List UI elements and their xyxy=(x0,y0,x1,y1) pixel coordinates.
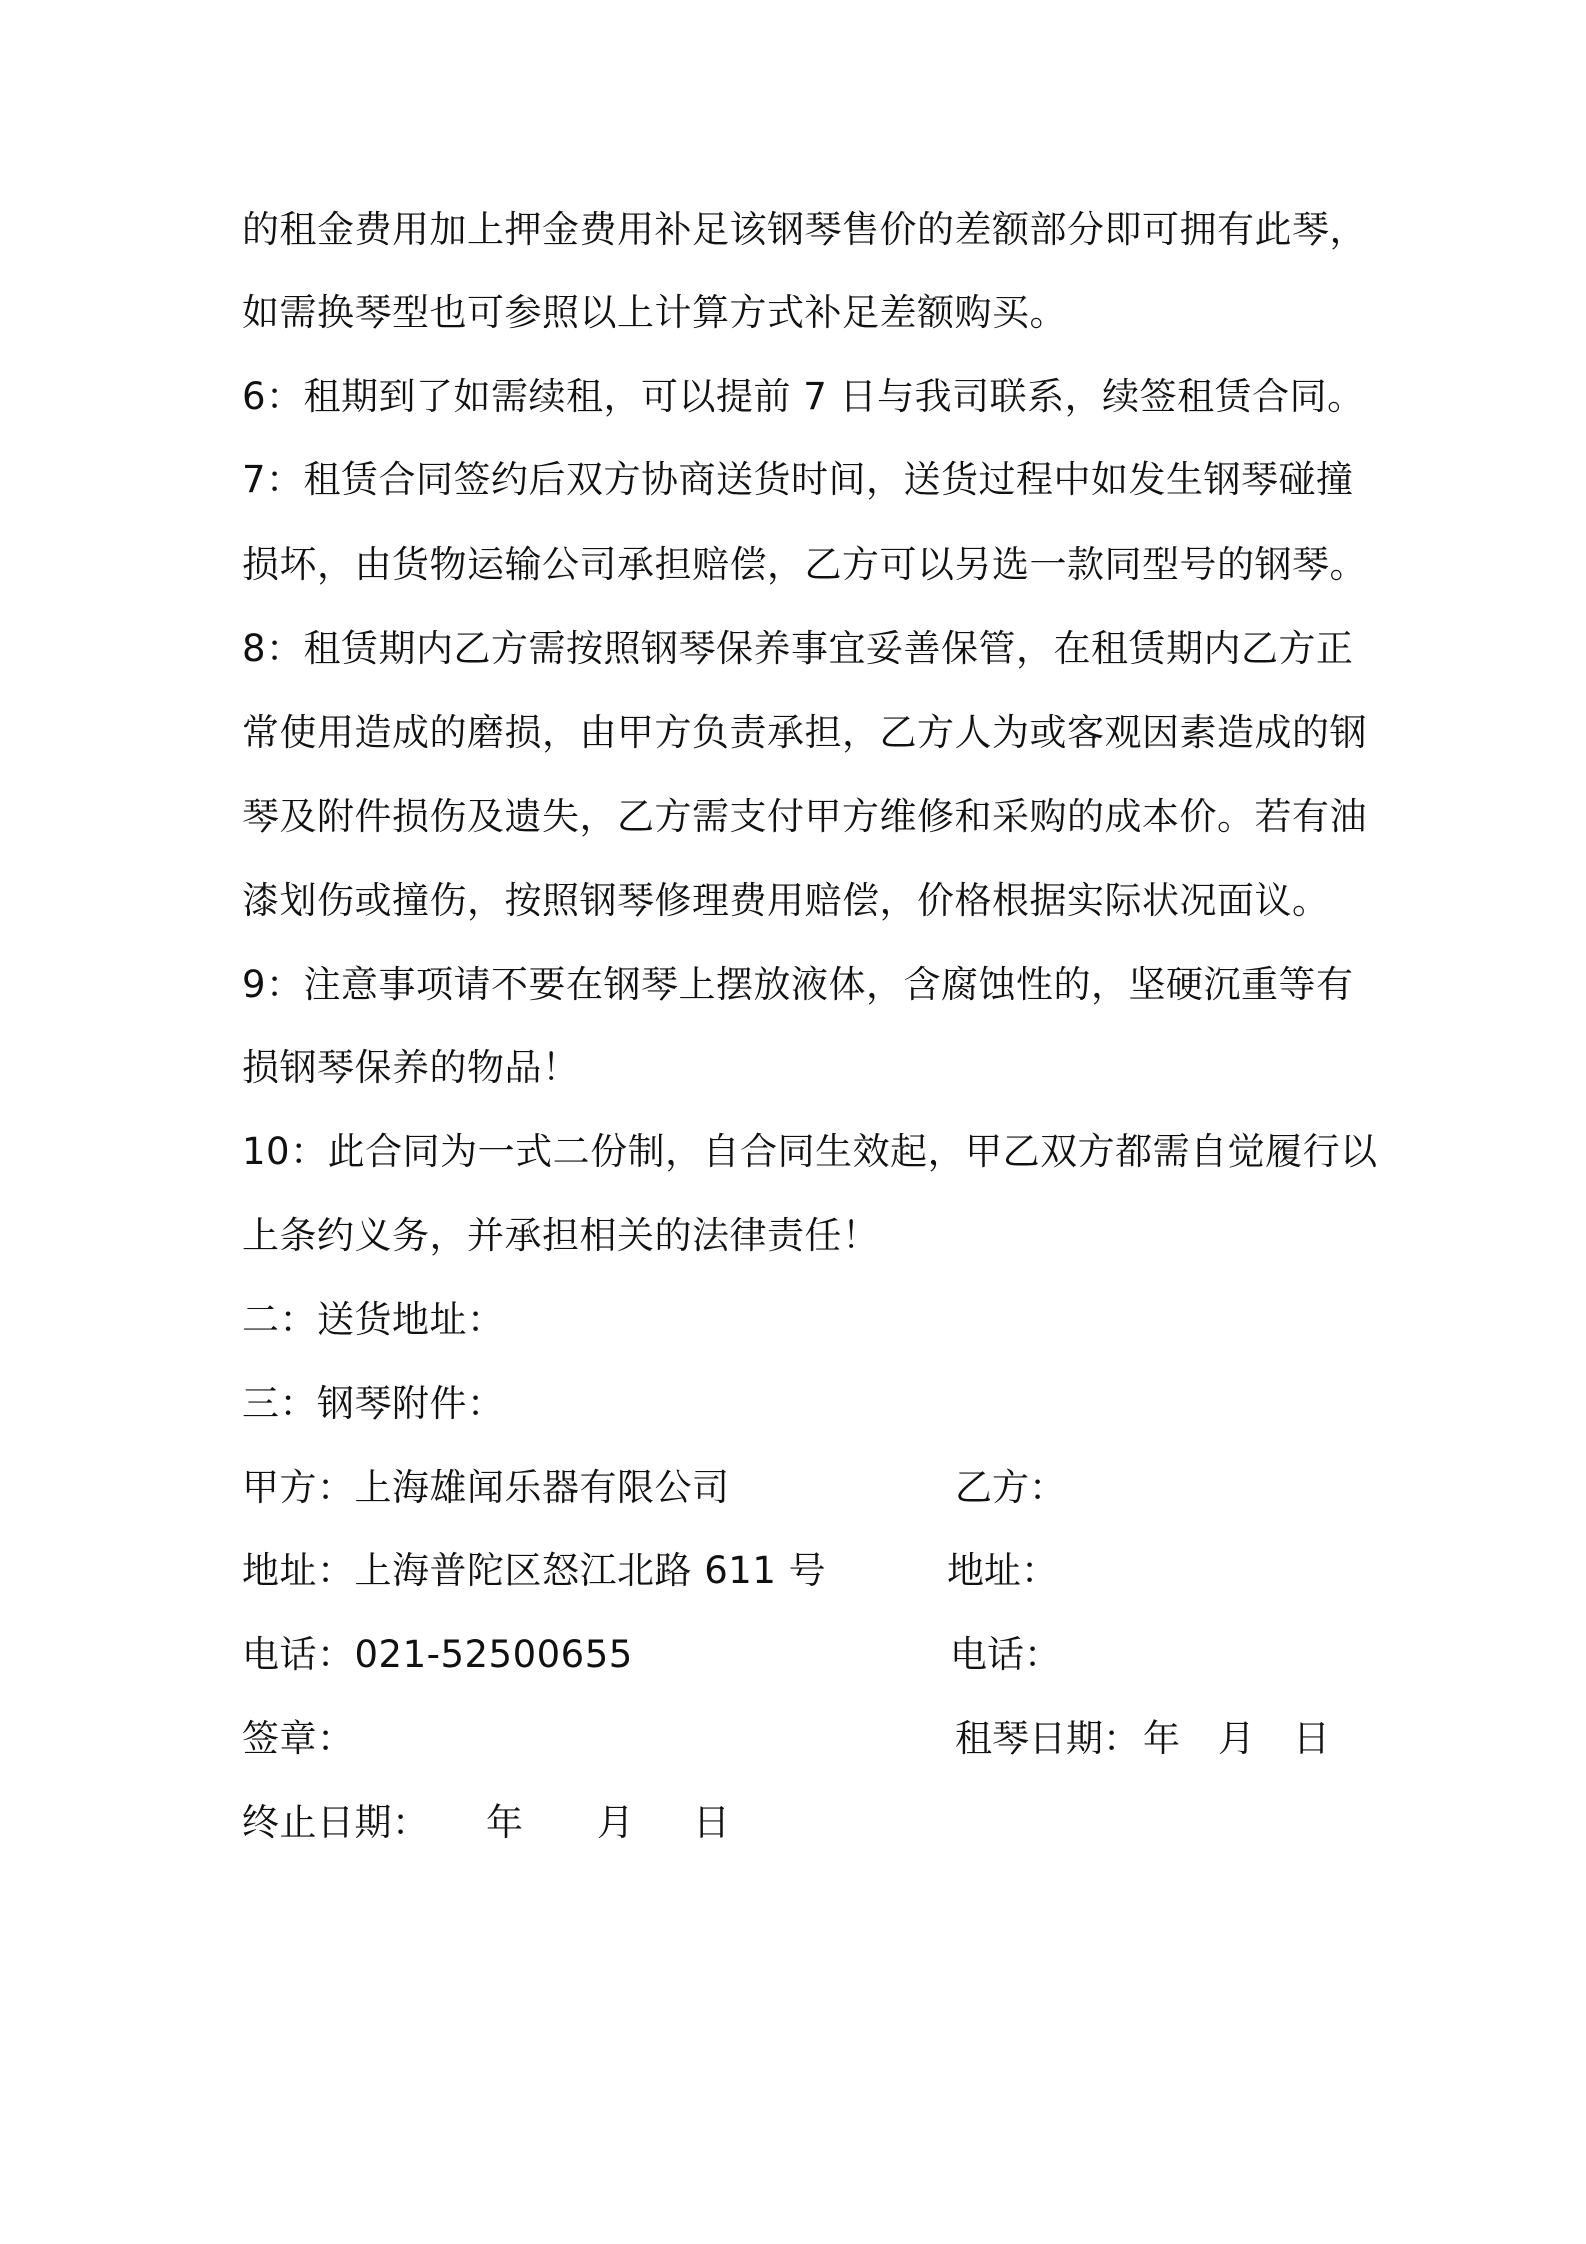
clause-9-line-2: 损钢琴保养的物品！ xyxy=(242,1046,580,1089)
rent-date-year: 年 xyxy=(1143,1717,1180,1760)
party-a-name: 甲方：上海雄闻乐器有限公司 xyxy=(242,1466,730,1509)
rent-date-month: 月 xyxy=(1218,1717,1255,1760)
clause-8-line-3: 琴及附件损伤及遗失，乙方需支付甲方维修和采购的成本价。若有油 xyxy=(242,795,1367,838)
party-b-address: 地址： xyxy=(947,1549,1058,1592)
end-date-year: 年 xyxy=(486,1801,523,1844)
end-date-month: 月 xyxy=(597,1801,634,1844)
end-date-label: 终止日期： xyxy=(242,1801,430,1844)
clause-10-line-1: 10：此合同为一式二份制，自合同生效起，甲乙双方都需自觉履行以 xyxy=(242,1130,1378,1173)
rent-date-day: 日 xyxy=(1293,1717,1330,1760)
clause-9-line-1: 9：注意事项请不要在钢琴上摆放液体，含腐蚀性的，坚硬沉重等有 xyxy=(242,963,1354,1006)
end-date-day: 日 xyxy=(693,1801,730,1844)
clause-10-line-2: 上条约义务，并承担相关的法律责任！ xyxy=(242,1214,880,1257)
clause-8-line-4: 漆划伤或撞伤，按照钢琴修理费用赔偿，价格根据实际状况面议。 xyxy=(242,879,1330,922)
clause-6: 6：租期到了如需续租，可以提前 7 日与我司联系，续签租赁合同。 xyxy=(242,375,1365,418)
party-a-address: 地址：上海普陀区怒江北路 611 号 xyxy=(242,1549,827,1592)
clause-8-line-2: 常使用造成的磨损，由甲方负责承担，乙方人为或客观因素造成的钢 xyxy=(242,711,1367,754)
rent-date-label: 租琴日期： xyxy=(955,1717,1140,1760)
party-b-name: 乙方： xyxy=(955,1466,1066,1509)
clause-7-line-1: 7：租赁合同签约后双方协商送货时间，送货过程中如发生钢琴碰撞 xyxy=(242,458,1354,501)
party-a-seal: 签章： xyxy=(242,1717,355,1760)
clause-8-line-1: 8：租赁期内乙方需按照钢琴保养事宜妥善保管，在租赁期内乙方正 xyxy=(242,627,1354,670)
clause-5-continued-line-2: 如需换琴型也可参照以上计算方式补足差额购买。 xyxy=(242,291,1067,334)
party-b-phone: 电话： xyxy=(950,1633,1061,1676)
delivery-address-label: 二：送货地址： xyxy=(242,1298,505,1341)
clause-5-continued-line-1: 的租金费用加上押金费用补足该钢琴售价的差额部分即可拥有此琴， xyxy=(242,208,1367,251)
clause-7-line-2: 损坏，由货物运输公司承担赔偿，乙方可以另选一款同型号的钢琴。 xyxy=(242,543,1367,586)
piano-accessories-label: 三：钢琴附件： xyxy=(242,1382,505,1425)
party-a-phone: 电话：021-52500655 xyxy=(242,1633,633,1676)
